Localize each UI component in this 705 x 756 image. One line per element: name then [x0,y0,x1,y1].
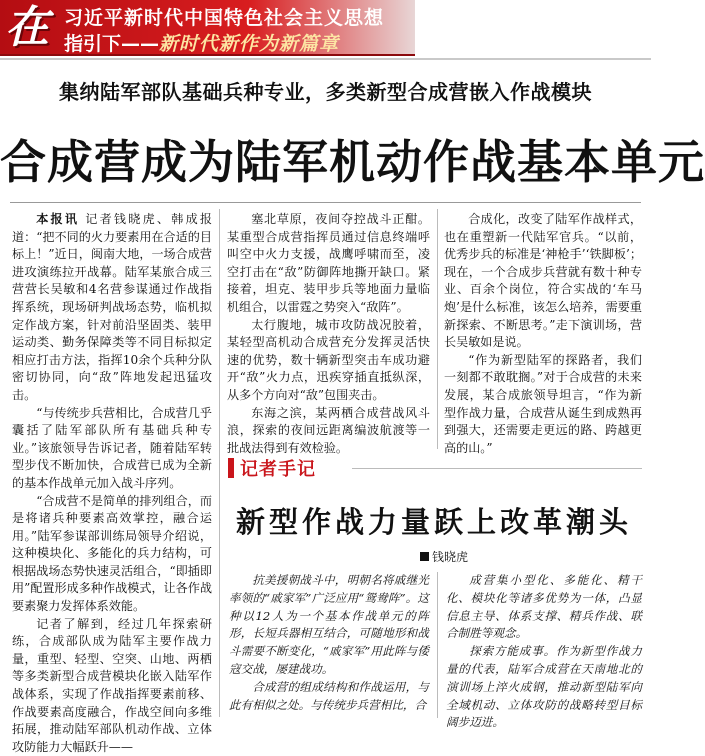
column-tag [228,455,348,481]
banner-subtitle-main: 指引下—— [64,33,160,55]
note-column-2 [446,572,642,730]
article-paragraph: 记者了解到，经过几年探索研练，合成部队成为陆军主要作战力量，重型、轻型、空突、山地、两栖等多类新型合成营模块化嵌入陆军作战体系，实现了作战指挥要素前移、作战要素高度融合，作战空间向多维拓展，推动陆军部队机动作战、立体攻防能力大幅跃升—— [12,616,212,754]
article-column-2 [227,211,430,455]
column-tag-rule [352,468,642,469]
note-paragraph: 探索方能成事。作为新型作战力量的代表，陆军合成营在天南地北的演训场上淬火成钢，推动新型陆军向全域机动、立体攻防的战略转型目标阔步迈进。 [446,644,642,730]
note-paragraph: 成营集小型化、多能化、精干化、模块化等诸多优势为一体，凸显信息主导、体系支撑、精兵作战、联合制胜等观念。 [446,573,642,641]
headline-divider [10,202,641,203]
article-paragraph: “作为新型陆军的探路者，我们一刻都不敢耽搁。”对于合成营的未来发展，某合成旅领导坦言，“作为新型作战力量，合成营从诞生到成熟再到强大，还需要走更远的路、跨越更高的山。” [444,352,642,455]
note-paragraph: 合成营的组成结构和作战运用，与此有相似之处。与传统步兵营相比，合 [229,679,429,712]
article-headline: 合成营成为陆军机动作战基本单元 [0,135,705,189]
article-column-3 [444,211,642,455]
article-paragraph: 太行腹地，城市攻防战况胶着，某轻型高机动合成营充分发挥灵活快速的优势，数十辆新型突击车成功避开“敌”火力点，迅疾穿插直抵纵深，从多个方向对“敌”包围夹击。 [227,317,430,402]
section-author [420,548,468,565]
article-subheadline: 集纳陆军部队基础兵种专业，多类新型合成营嵌入作战模块 [59,80,592,104]
byline: 记者钱晓虎、韩成报道： [12,212,212,244]
tag-marker-bar [228,458,234,478]
header-banner [0,0,415,56]
banner-subtitle [64,29,339,56]
column-divider-3 [437,572,438,718]
article-paragraph: “与传统步兵营相比，合成营几乎囊括了陆军部队所有基础兵种专业。”该旅领导告诉记者，随着陆军转型步伐不断加快，合成营已成为全新的基本作战单元加入战斗序列。 [12,405,212,490]
column-divider-2 [437,209,438,449]
dateline: 本报讯 [36,212,80,226]
banner-subtitle-slogan: 新时代新作为新篇章 [159,33,340,55]
article-paragraph: 东海之滨，某两栖合成营战风斗浪，探索的夜间远距离编波航渡等一批战法得到有效检验。 [227,405,430,455]
square-bullet-icon [420,552,429,561]
banner-divider [0,58,651,60]
column-tag-label: 记者手记 [240,459,316,480]
section-author-name: 钱晓虎 [432,550,469,564]
paragraph-text: “把不同的火力要素用在合适的目标上！”近日，闽南大地，一场合成营进攻演练拉开战幕。陆军某旅合成三营营长吴敏和4名营参谋通过作战指挥系统，现场研判战场态势，临机拟定作战方案，针对前沿坚固类、装甲运动类、勤务保障类等不同目标拟定相应打击方法，指挥10余个兵种分队密切协同，向“敌”阵地发起迅猛攻击。 [12,229,212,402]
section-headline: 新型作战力量跃上改革潮头 [235,505,632,539]
note-column-1 [229,572,429,718]
article-paragraph: 塞北草原，夜间夺控战斗正酣。某重型合成营指挥员通过信息终端呼叫空中火力支援，战鹰呼啸而至，凌空打击在“敌”防御阵地撕开缺口。紧接着，坦克、装甲步兵等地面力量临机组合，以雷霆之势突入“敌阵”。 [227,212,430,314]
article-column-1 [12,211,212,754]
banner-title: 习近平新时代中国特色社会主义思想 [64,7,385,29]
column-divider-1 [219,209,220,717]
note-paragraph: 抗美援朝战斗中，明朝名将戚继光率领的“戚家军”广泛应用“鸳鸯阵”。这种以12人为一个基本作战单元的阵形，长短兵器相互结合，可随地形和战斗需要不断变化，“戚家军”用此阵与倭寇交战，屡建战功。 [229,573,429,676]
article-paragraph: “合成营不是简单的排列组合，而是将诸兵种要素高效掌控，融合运用。”陆军参谋部训练局领导介绍说，这种模块化、多能化的兵力结构，可根据战场态势快速灵活组合，“即插即用”配置形成多种作战模式，让各作战要素聚力发挥体系效能。 [12,493,212,614]
article-paragraph: 合成化，改变了陆军作战样式，也在重塑新一代陆军官兵。“以前，优秀步兵的标准是‘神枪手’‘铁脚板’；现在，一个合成步兵营就有数十种专业、百余个岗位，符合实战的‘车马炮’是什么标准，该怎么培养，需要重新探索、不断思考。”走下演训场，营长吴敏如是说。 [444,212,642,350]
article-paragraph [12,211,212,405]
banner-zai-glyph: 在 [5,2,49,53]
